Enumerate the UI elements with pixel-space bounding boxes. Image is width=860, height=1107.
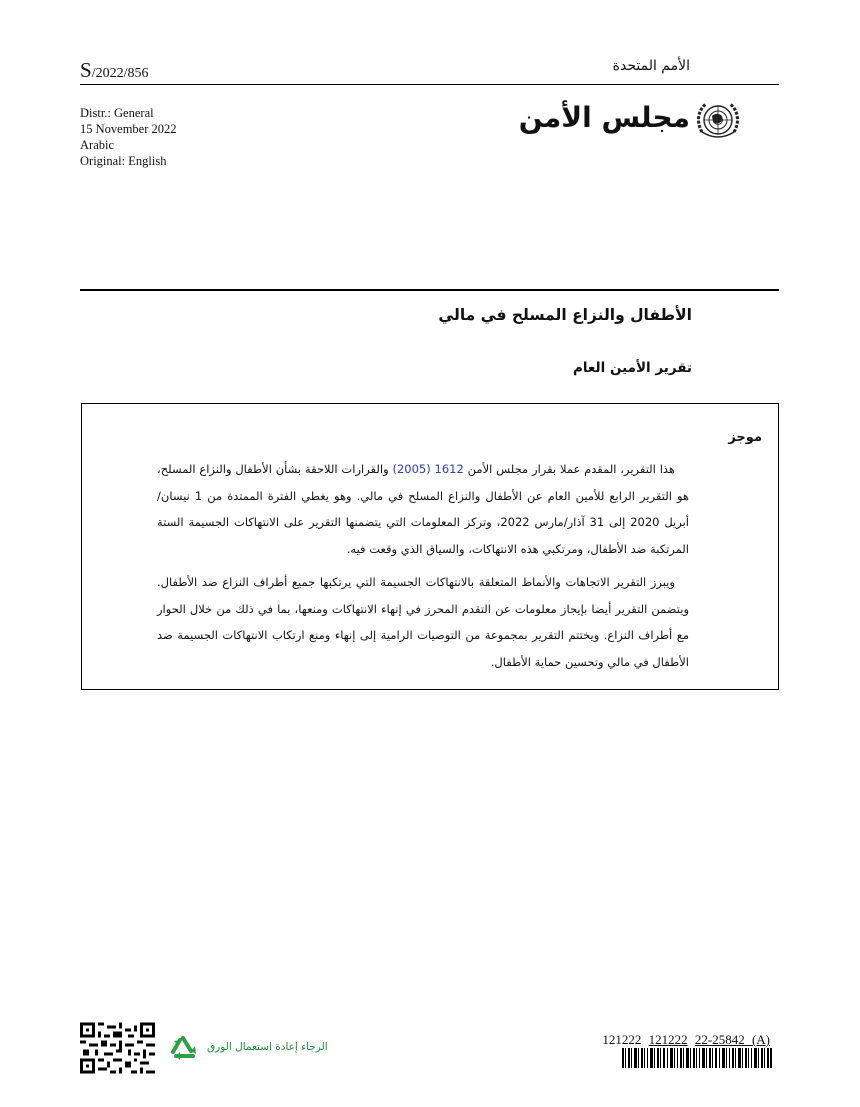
paragraph-2-text: ويبرز التقرير الاتجاهات والأنماط المتعلقة بالانتهاكات الجسيمة التي يرتكبها جميع أطراف النزاع ضد الأطفال. ويتضمن التقرير أيضا بإيجاز معلومات عن التقدم المحرز في إنهاء الانتهاكات ومنعها، بما في ذلك من خلال الحوار مع أطراف النزاع. ويختتم التقرير بمجموعة من التوصيات الرامية إلى إنهاء ومنع ارتكاب الانتهاكات الجسيمة ضد الأطفال في مالي وتحسين حماية الأطفال. — [157, 575, 689, 669]
paragraph-1-part-b: والقرارات اللاحقة بشأن الأطفال والنزاع المسلح، هو التقرير الرابع للأمين العام عن الأطفال والنزاع المسلح في مالي. وهو يغطي الفترة الممتدة من 1 نيسان/أبريل 2020 إلى 31 آذار/مارس 2022، وتركز المعلومات التي يتضمنها التقرير على الانتهاكات الجسيمة الستة المرتكبة ضد الأطفال، ومرتكبي هذه الانتهاكات، والسياق الذي وقعت فيه. — [157, 462, 689, 556]
language-line: Arabic — [80, 138, 115, 152]
symbol-letter: S — [80, 58, 92, 82]
date-code-2: 121222 — [648, 1032, 688, 1047]
un-emblem-icon — [694, 96, 742, 144]
header-rule — [80, 84, 779, 85]
summary-paragraph-2 — [157, 569, 689, 675]
distribution-line: Distr.: General — [80, 106, 154, 120]
recycle-text: الرجاء إعادة استعمال الورق — [207, 1041, 328, 1053]
summary-box — [81, 403, 779, 690]
distribution-block — [80, 105, 177, 169]
qr-code-icon — [80, 1022, 155, 1074]
report-title: الأطفال والنزاع المسلح في مالي — [438, 306, 692, 324]
date-code-1: 121222 — [602, 1032, 642, 1047]
document-symbol — [80, 58, 148, 83]
recycle-icon — [166, 1033, 200, 1067]
organization-name: الأمم المتحدة — [612, 58, 690, 74]
job-number: 22-25842 (A) — [694, 1032, 770, 1047]
barcode-icon — [622, 1048, 772, 1068]
summary-heading: موجز — [728, 430, 762, 445]
job-number-line — [602, 1032, 770, 1048]
report-subtitle: تقرير الأمين العام — [572, 360, 692, 376]
title-rule — [80, 289, 779, 291]
original-language-line: Original: English — [80, 154, 167, 168]
summary-paragraph-1 — [157, 456, 689, 562]
paragraph-1-part-a: هذا التقرير، المقدم عملا بقرار مجلس الأمن — [463, 462, 675, 476]
resolution-link[interactable]: 1612 (2005) — [392, 462, 464, 476]
date-line: 15 November 2022 — [80, 122, 177, 136]
security-council-title: مجلس الأمن — [518, 101, 690, 134]
symbol-number: /2022/856 — [91, 66, 149, 81]
